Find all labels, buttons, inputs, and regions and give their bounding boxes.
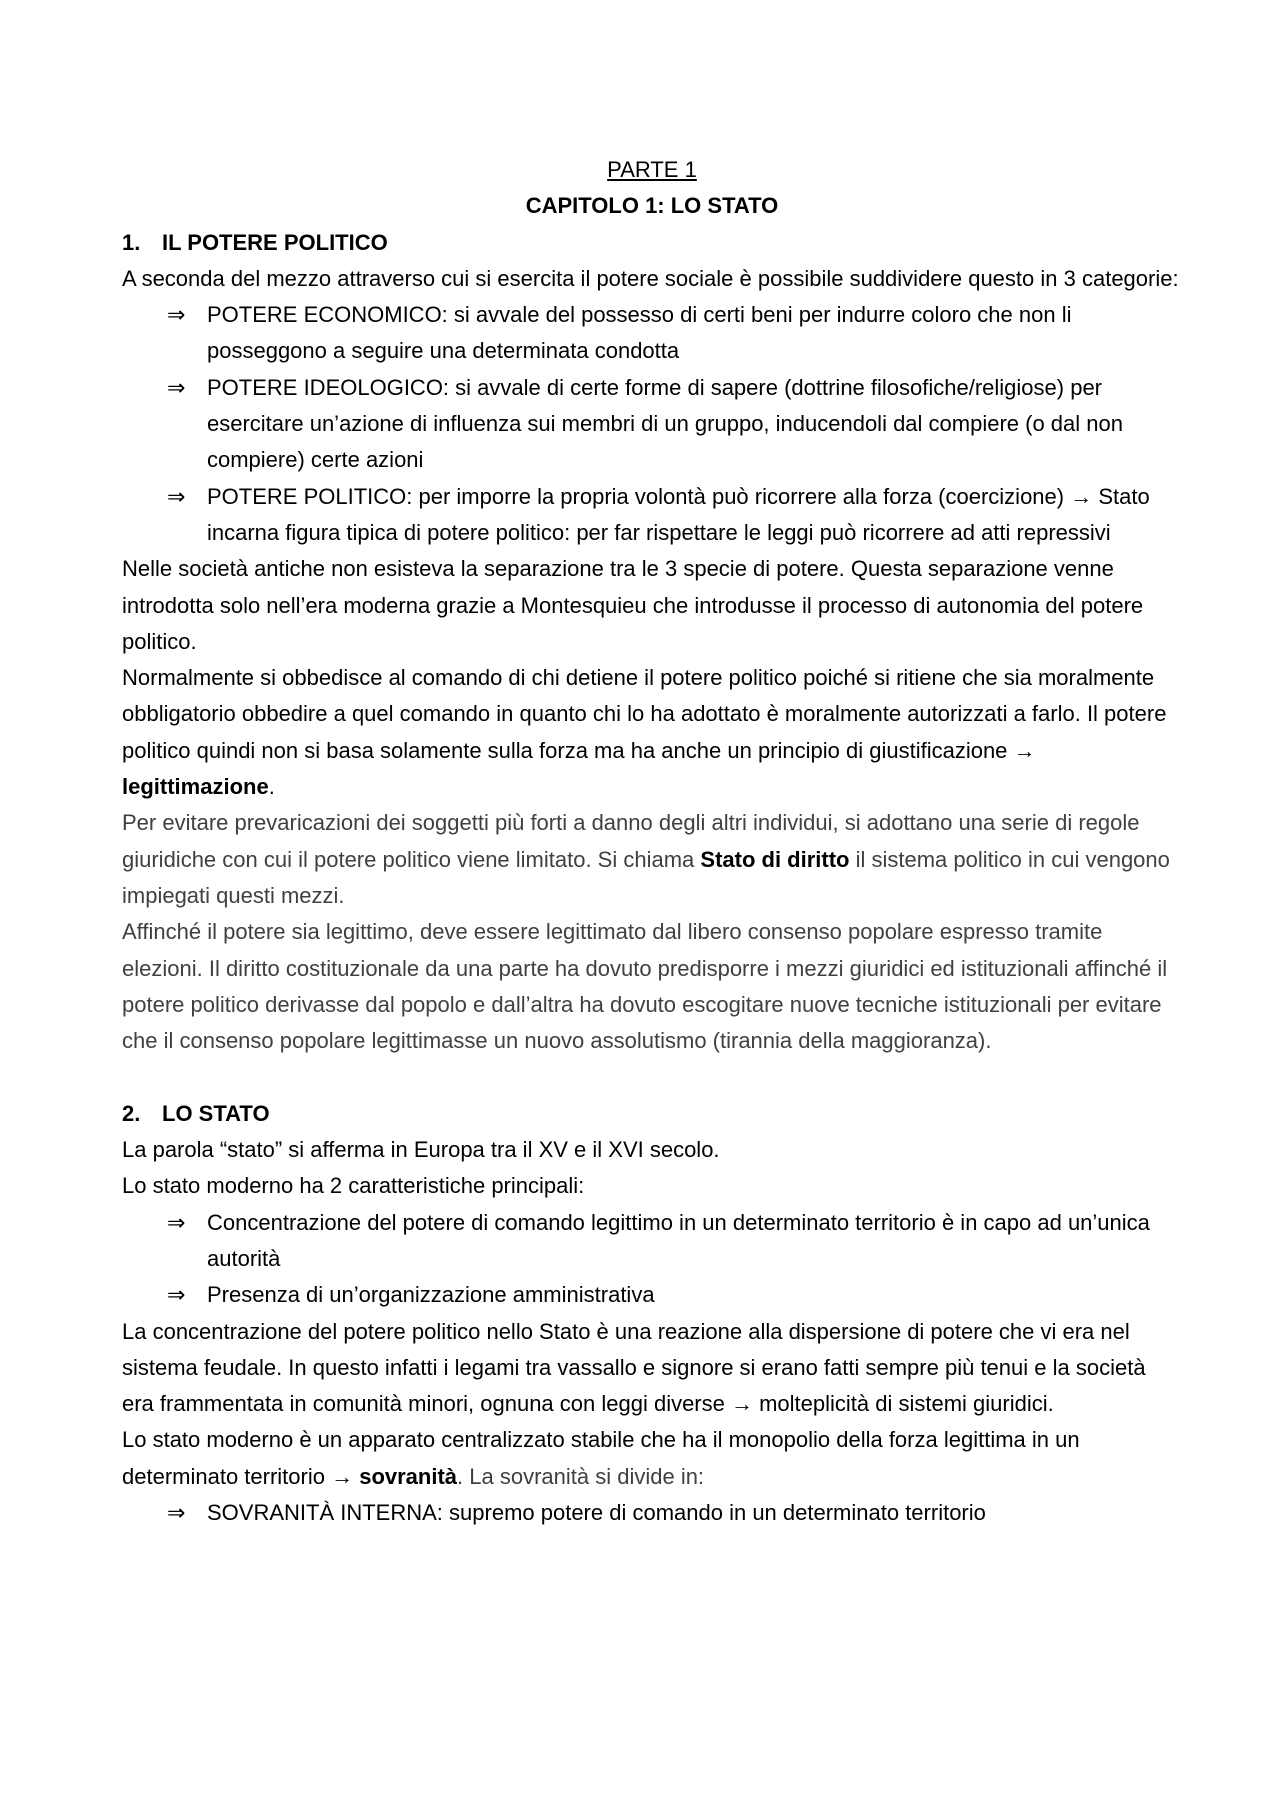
list-item <box>122 479 1182 552</box>
bold-term: sovranità <box>359 1463 458 1489</box>
list-item-text: SOVRANITÀ INTERNA: supremo potere di comando in un determinato territorio <box>207 1499 986 1525</box>
list-item <box>122 1205 1182 1278</box>
paragraph <box>122 660 1182 805</box>
paragraph <box>122 805 1182 914</box>
paragraph: Lo stato moderno ha 2 caratteristiche principali: <box>122 1173 585 1199</box>
double-arrow-icon: ⇒ <box>167 1499 186 1525</box>
list-item-text: Concentrazione del potere di comando legittimo in un determinato territorio è in capo ad un’unica autorità <box>207 1209 1150 1271</box>
paragraph: La parola “stato” si afferma in Europa tra il XV e il XVI secolo. <box>122 1137 720 1163</box>
paragraph <box>122 1422 1182 1495</box>
list-item-text: Presenza di un’organizzazione amministrativa <box>207 1282 655 1308</box>
section-number: 2. <box>122 1100 141 1126</box>
bold-term: Stato di diritto <box>700 846 850 872</box>
paragraph-text: Per evitare prevaricazioni dei soggetti più forti a danno degli altri individui, si adottano una serie di regole giuridiche con cui il potere politico viene limitato. Si chiama <box>122 810 1140 872</box>
paragraph: La concentrazione del potere politico nello Stato è una reazione alla dispersione di potere che vi era nel sistema feudale. In questo infatti i legami tra vassallo e signore si erano fatti sempre più tenui e la società era frammentata in comunità minori, ognuna con leggi diverse → molteplicità di sistemi giuridici. <box>122 1318 1146 1417</box>
list-item-text: POTERE IDEOLOGICO: si avvale di certe forme di sapere (dottrine filosofiche/religiose) per esercitare un’azione di influenza sui membri di un gruppo, inducendoli dal compiere (o dal non compiere) certe azioni <box>207 374 1123 473</box>
section-title: LO STATO <box>162 1100 270 1126</box>
paragraph-text: . <box>268 774 275 800</box>
double-arrow-icon: ⇒ <box>167 483 186 509</box>
list-item <box>122 1277 1182 1313</box>
double-arrow-icon: ⇒ <box>167 1209 186 1235</box>
section-2-heading <box>122 1096 1182 1132</box>
list-item <box>122 1495 1182 1531</box>
section-title: IL POTERE POLITICO <box>162 229 388 255</box>
section-number: 1. <box>122 229 141 255</box>
list-item <box>122 297 1182 370</box>
blank-line <box>122 1059 1182 1095</box>
list-item-text: POTERE POLITICO: per imporre la propria volontà può ricorrere alla forza (coercizione) → Stato incarna figura tipica di potere politico: per far rispettare le leggi può ricorrere ad atti repressivi <box>207 483 1150 545</box>
double-arrow-icon: ⇒ <box>167 374 186 400</box>
document-page <box>122 152 1182 1531</box>
paragraph-text: il sistema politico in cui vengono impiegati questi mezzi. <box>122 846 1170 908</box>
double-arrow-icon: ⇒ <box>167 1282 186 1308</box>
chapter-heading: CAPITOLO 1: LO STATO <box>525 193 779 219</box>
paragraph: Affinché il potere sia legittimo, deve essere legittimato dal libero consenso popolare espresso tramite elezioni. Il diritto costituzionale da una parte ha dovuto predisporre i mezzi giuridici ed istituzionali affinché il potere politico derivasse dal popolo e dall’altra ha dovuto escogitare nuove tecniche istituzionali per evitare che il consenso popolare legittimasse un nuovo assolutismo (tirannia della maggioranza). <box>122 919 1168 1054</box>
paragraph: Nelle società antiche non esisteva la separazione tra le 3 specie di potere. Questa separazione venne introdotta solo nell’era moderna grazie a Montesquieu che introdusse il processo di autonomia del potere politico. <box>122 556 1144 654</box>
bold-term: legittimazione <box>122 774 269 800</box>
list-item <box>122 370 1182 479</box>
paragraph-text: . La sovranità si divide in: <box>457 1463 705 1489</box>
list-item-text: POTERE ECONOMICO: si avvale del possesso di certi beni per indurre coloro che non li posseggono a seguire una determinata condotta <box>207 302 1072 364</box>
section-1-heading <box>122 225 1182 261</box>
part-heading: PARTE 1 <box>607 157 697 182</box>
paragraph-text: Lo stato moderno è un apparato centralizzato stabile che ha il monopolio della forza legittima in un determinato territorio → <box>122 1427 1080 1489</box>
double-arrow-icon: ⇒ <box>167 302 186 328</box>
paragraph: A seconda del mezzo attraverso cui si esercita il potere sociale è possibile suddividere questo in 3 categorie: <box>122 265 1179 291</box>
paragraph-text: Normalmente si obbedisce al comando di chi detiene il potere politico poiché si ritiene che sia moralmente obbligatorio obbedire a quel comando in quanto chi lo ha adottato è moralmente autorizzati a farlo. Il potere politico quindi non si basa solamente sulla forza ma ha anche un principio di giustificazione → <box>122 665 1167 763</box>
